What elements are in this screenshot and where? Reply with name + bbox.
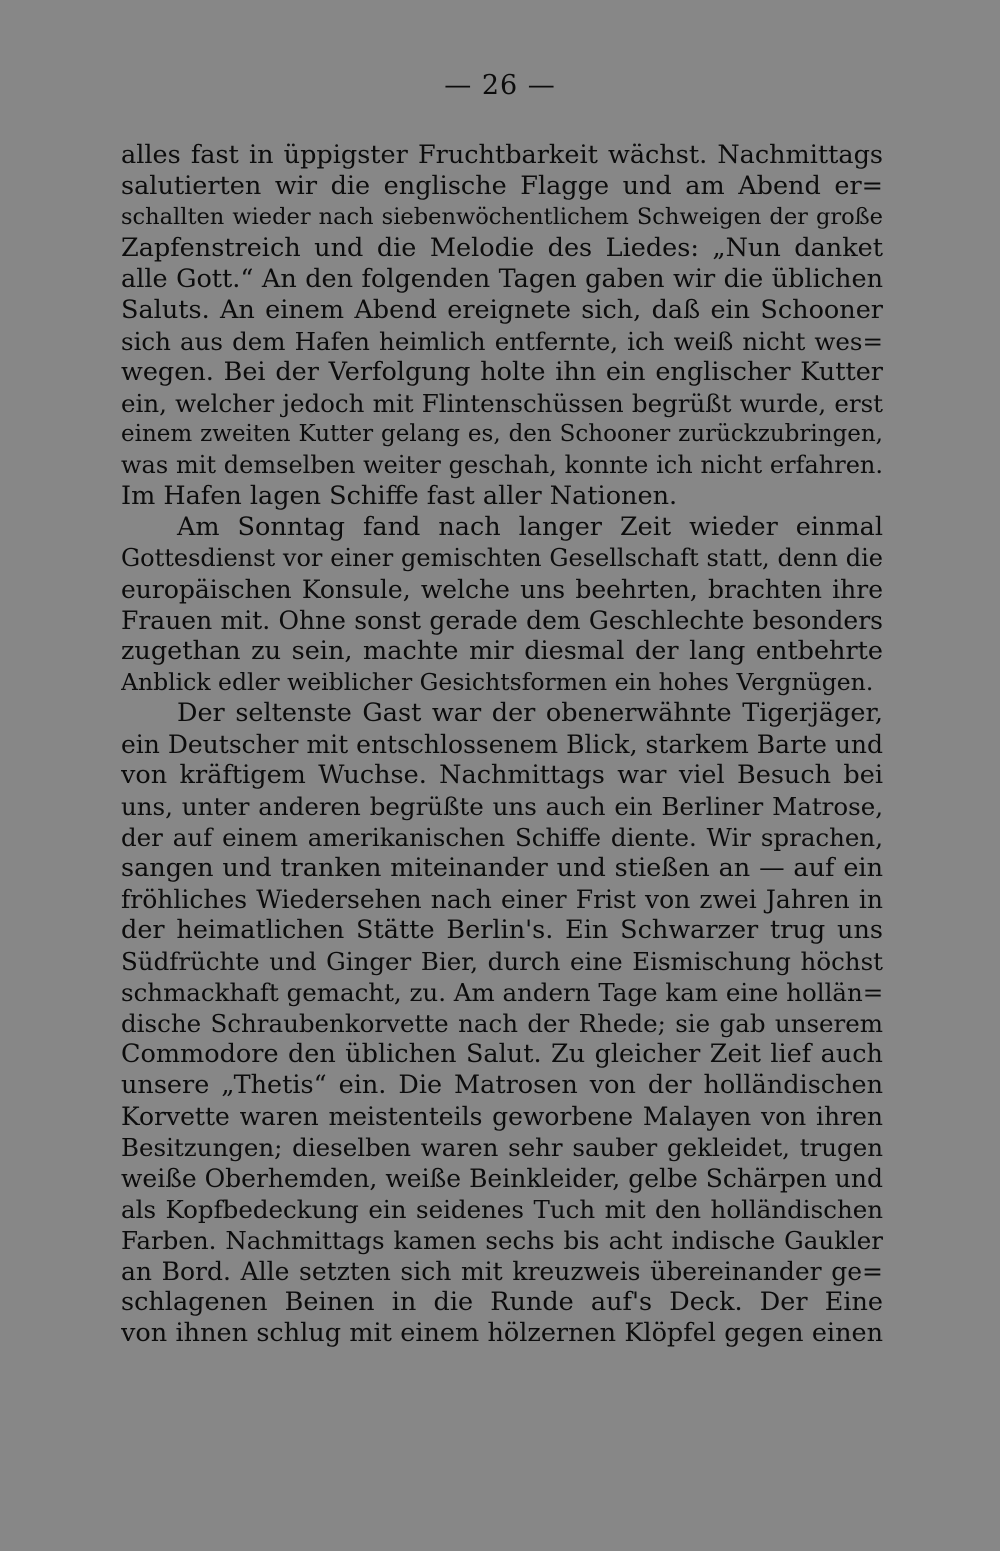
page-number: — 26 —: [444, 70, 556, 101]
text-line: ein, welcher jedoch mit Flintenschüssen begrüßt wurde, erst: [121, 389, 883, 418]
text-line: Der seltenste Gast war der obenerwähnte Tigerjäger,: [177, 698, 883, 728]
text-line: Gottesdienst vor einer gemischten Gesellschaft statt, denn die: [121, 544, 883, 572]
text-line: fröhliches Wiedersehen nach einer Frist von zwei Jahren in: [121, 885, 883, 914]
body-text: [121, 140, 883, 1349]
text-line: Südfrüchte und Ginger Bier, durch eine Eismischung höchst: [121, 947, 883, 976]
text-line: als Kopfbedeckung ein seidenes Tuch mit den holländischen: [121, 1195, 883, 1224]
text-line: Frauen mit. Ohne sonst gerade dem Geschlechte besonders: [121, 606, 883, 635]
text-line: alles fast in üppigster Fruchtbarkeit wächst. Nachmittags: [121, 140, 883, 170]
text-line: Besitzungen; dieselben waren sehr sauber gekleidet, trugen: [121, 1133, 883, 1162]
text-line: unsere „Thetis“ ein. Die Matrosen von der holländischen: [121, 1070, 883, 1100]
text-line: dische Schraubenkorvette nach der Rhede; sie gab unserem: [121, 1009, 883, 1038]
text-line: Zapfenstreich und die Melodie des Liedes: „Nun danket: [121, 233, 883, 263]
text-line: von ihnen schlug mit einem hölzernen Klöpfel gegen einen: [121, 1318, 883, 1348]
text-line: Farben. Nachmittags kamen sechs bis acht indische Gaukler: [121, 1226, 883, 1255]
text-line: der auf einem amerikanischen Schiffe diente. Wir sprachen,: [121, 823, 883, 852]
text-line: was mit demselben weiter geschah, konnte ich nicht erfahren.: [121, 451, 883, 479]
text-line: schallten wieder nach siebenwöchentlichem Schweigen der große: [121, 204, 883, 230]
text-line: der heimatlichen Stätte Berlin's. Ein Schwarzer trug uns: [121, 915, 883, 945]
text-line: Korvette waren meistenteils geworbene Malayen von ihren: [121, 1102, 883, 1131]
text-line: wegen. Bei der Verfolgung holte ihn ein englischer Kutter: [121, 357, 883, 387]
text-line: Saluts. An einem Abend ereignete sich, daß ein Schooner: [121, 295, 883, 325]
text-line: alle Gott.“ An den folgenden Tagen gaben wir die üblichen: [121, 264, 883, 294]
text-line: zugethan zu sein, machte mir diesmal der lang entbehrte: [121, 636, 883, 666]
text-line: ein Deutscher mit entschlossenem Blick, starkem Barte und: [121, 730, 883, 759]
text-line: Anblick edler weiblicher Gesichtsformen ein hohes Vergnügen.: [121, 668, 874, 696]
text-line: weiße Oberhemden, weiße Beinkleider, gelbe Schärpen und: [121, 1164, 883, 1193]
text-line: von kräftigem Wuchse. Nachmittags war viel Besuch bei: [121, 760, 883, 790]
text-line: Im Hafen lagen Schiffe fast aller Nationen.: [121, 481, 678, 511]
text-line: Commodore den üblichen Salut. Zu gleicher Zeit lief auch: [121, 1039, 883, 1069]
text-line: schlagenen Beinen in die Runde auf's Deck. Der Eine: [121, 1287, 883, 1317]
text-line: Am Sonntag fand nach langer Zeit wieder einmal: [177, 512, 883, 542]
text-line: sich aus dem Hafen heimlich entfernte, ich weiß nicht wes=: [121, 327, 883, 356]
text-line: schmackhaft gemacht, zu. Am andern Tage kam eine hollän=: [121, 978, 883, 1007]
text-line: uns, unter anderen begrüßte uns auch ein Berliner Matrose,: [121, 792, 883, 821]
text-line: an Bord. Alle setzten sich mit kreuzweis übereinander ge=: [121, 1257, 883, 1286]
text-line: europäischen Konsule, welche uns beehrten, brachten ihre: [121, 575, 883, 604]
text-line: sangen und tranken miteinander und stießen an — auf ein: [121, 853, 883, 883]
text-line: einem zweiten Kutter gelang es, den Schooner zurückzubringen,: [121, 421, 883, 447]
text-line: salutierten wir die englische Flagge und am Abend er=: [121, 171, 883, 201]
